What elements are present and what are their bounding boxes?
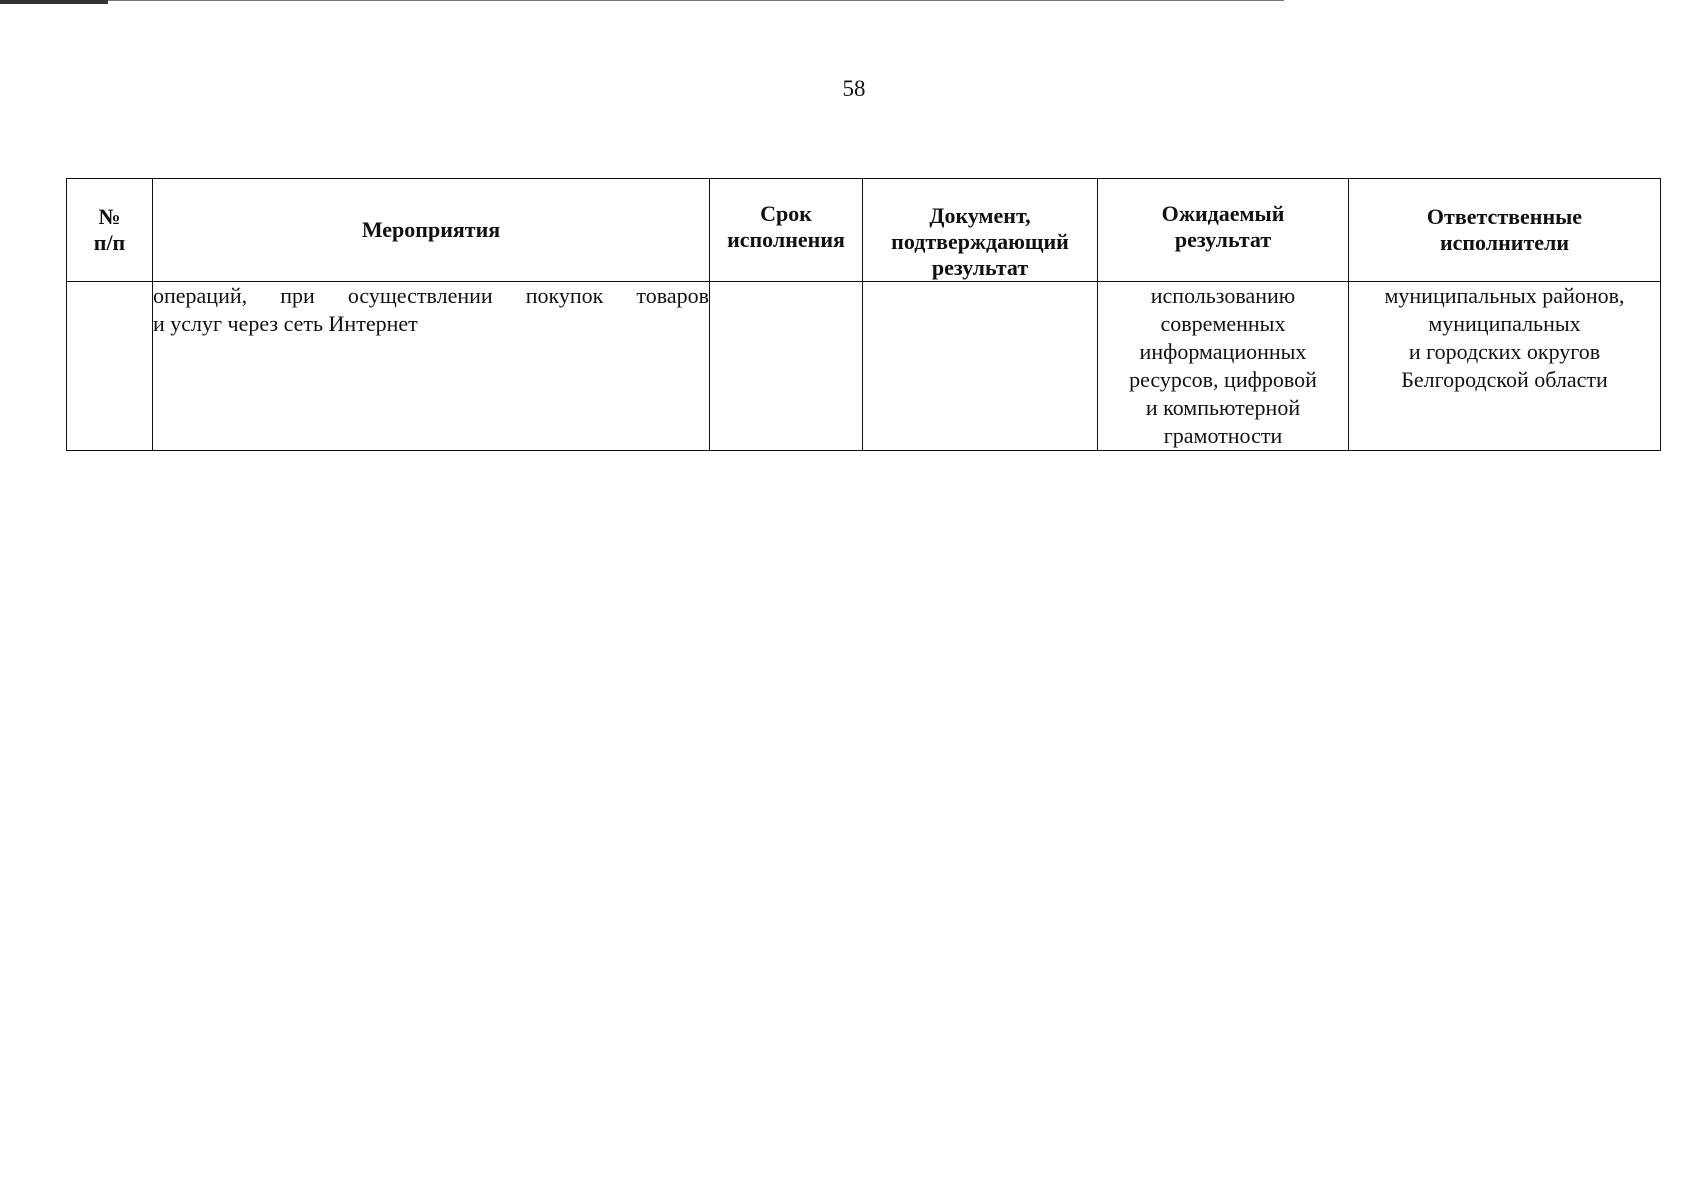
header-activities-label: Мероприятия xyxy=(361,217,501,242)
header-deadline-line: исполнения xyxy=(727,227,845,252)
header-document-line: результат xyxy=(931,255,1029,280)
header-responsible-line: исполнители xyxy=(1439,230,1570,255)
cell-document xyxy=(863,282,1098,451)
cell-number xyxy=(67,282,153,451)
table-row xyxy=(67,282,1661,451)
header-number xyxy=(67,179,153,282)
activity-line: операций, при осуществлении покупок товаров xyxy=(153,283,709,308)
cell-activity xyxy=(153,282,710,451)
header-document-line: подтверждающий xyxy=(891,229,1069,254)
scan-top-border xyxy=(0,0,108,4)
cell-deadline xyxy=(710,282,863,451)
header-document xyxy=(863,179,1098,282)
result-line: и компьютерной xyxy=(1145,395,1301,420)
header-responsible xyxy=(1349,179,1661,282)
scan-top-line xyxy=(108,0,1284,1)
header-result-line: результат xyxy=(1174,227,1272,252)
table-header-row xyxy=(67,179,1661,282)
cell-responsible xyxy=(1349,282,1661,451)
header-number-line: п/п xyxy=(93,230,126,255)
result-line: информационных xyxy=(1139,339,1307,364)
result-line: грамотности xyxy=(1163,423,1283,448)
header-number-line: № xyxy=(98,204,121,229)
responsible-line: Белгородской области xyxy=(1401,367,1608,392)
header-document-line: Документ, xyxy=(929,203,1031,228)
result-line: использованию xyxy=(1150,283,1296,308)
header-deadline xyxy=(710,179,863,282)
result-line: современных xyxy=(1160,311,1286,336)
header-responsible-line: Ответственные xyxy=(1426,204,1583,229)
header-result-line: Ожидаемый xyxy=(1161,201,1285,226)
cell-expected-result xyxy=(1098,282,1349,451)
responsible-line: муниципальных районов, xyxy=(1384,283,1625,308)
header-deadline-line: Срок xyxy=(760,201,812,226)
header-expected-result xyxy=(1098,179,1349,282)
header-activities xyxy=(153,179,710,282)
activities-table xyxy=(66,178,1661,451)
result-line: ресурсов, цифровой xyxy=(1129,367,1317,392)
responsible-line: муниципальных xyxy=(1428,311,1581,336)
page-number: 58 xyxy=(842,76,866,101)
activity-line: и услуг через сеть Интернет xyxy=(153,311,418,336)
responsible-line: и городских округов xyxy=(1408,339,1601,364)
